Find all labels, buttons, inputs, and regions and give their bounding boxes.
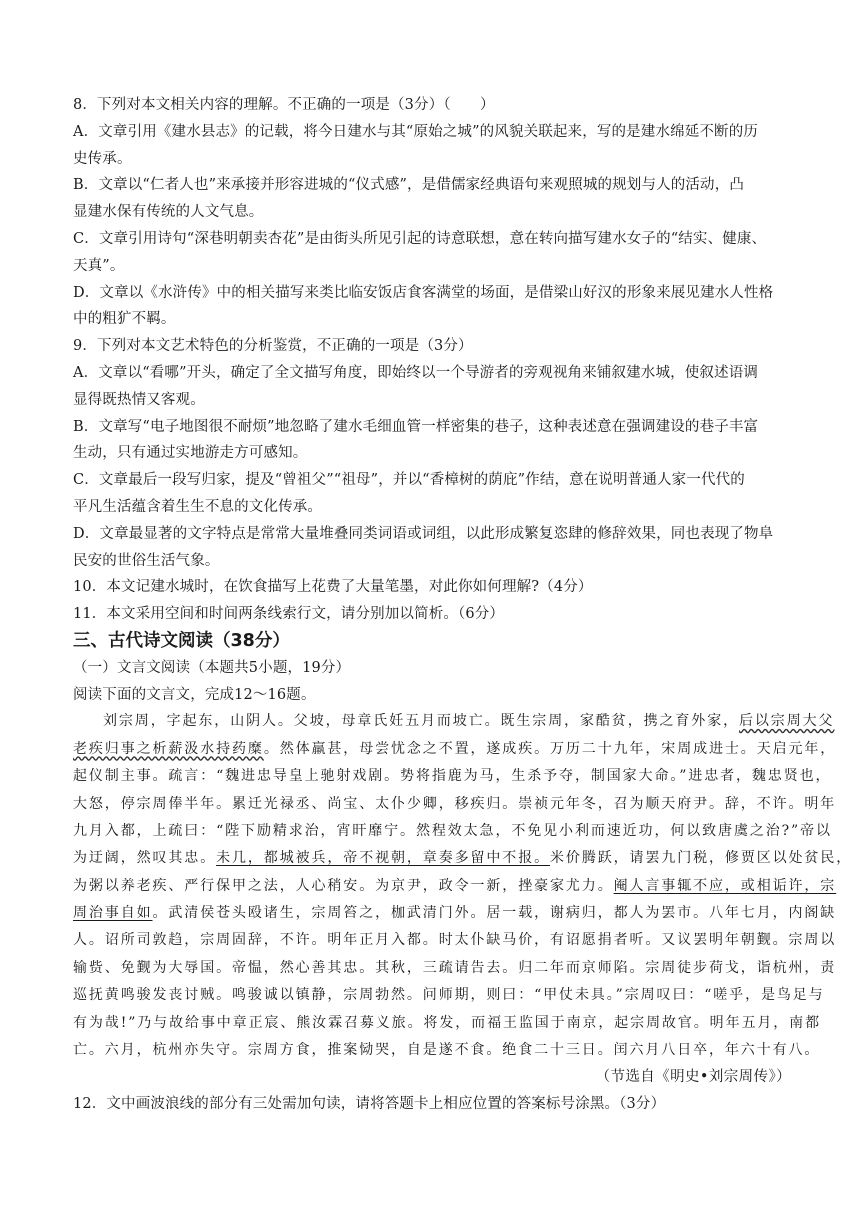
passage-line: 起仪制主事。疏言：“魏进忠导皇上驰射戏剧。势将指鹿为马，生杀予夺，制国家大命。”进忠者，魏忠贤也， (73, 768, 832, 785)
q8-option-b-cont: 显建水保有传统的人文气息。 (73, 204, 264, 221)
q8-option-a-cont: 史传承。 (73, 150, 132, 167)
underlined-sentence: 阉人言事辄不应，或相诟许，宗 (613, 877, 837, 894)
passage-line: 周治事自如。武清侯苍头殴诸生，宗周笞之，枷武清门外。居一载，谢病归，都人为罢市。八年七月，内阁缺 (73, 905, 837, 922)
q8-option-d: D．文章以《水浒传》中的相关描写来类比临安饭店食客满堂的场面，是借梁山好汉的形象来展见建水人性格 (73, 284, 774, 301)
passage-line: 九月入都，上疏曰：“陛下励精求治，宵旰靡宁。然程效太急，不免见小利而速近功，何以致唐虞之治?”帝以 (73, 822, 832, 839)
q8-option-d-cont: 中的粗犷不羁。 (73, 311, 176, 328)
underlined-sentence: 周治事自如 (73, 905, 153, 922)
q12: 12．文中画波浪线的部分有三处需加句读，请将答题卡上相应位置的答案标号涂黑。（3分） (73, 1096, 666, 1113)
passage-line: 刘宗周，字起东，山阴人。父坡，母章氏妊五月而坡亡。既生宗周，家酷贫，携之育外家，后以宗周大父 (103, 713, 835, 730)
passage-line: 亡。六月，杭州亦失守。宗周方食，推案恸哭，自是遂不食。绝食二十三日。闰六月八日卒，年六十有八。 (73, 1042, 821, 1059)
q9-option-c-cont: 平凡生活蕴含着生生不息的文化传承。 (73, 498, 323, 515)
passage-line: 为迂阔，然叹其忠。未几，都城被兵，帝不视朝，章奏多留中不报。米价腾跃，请罢九门税，修贾区以处贫民， (73, 850, 853, 867)
subsection-heading: （一）文言文阅读（本题共5小题，19分） (73, 659, 351, 676)
q8-stem: 8．下列对本文相关内容的理解。不正确的一项是（3分）（ ） (73, 97, 495, 113)
q9-option-c: C．文章最后一段写归家，提及“曾祖父”“祖母”，并以“香樟树的荫庇”作结，意在说明普通人家一代代的 (73, 472, 745, 489)
passage-source: （节选自《明史•刘宗周传》） (595, 1069, 791, 1086)
underlined-sentence: 未几，都城被兵，帝不视朝，章奏多留中不报。 (216, 850, 551, 867)
exam-page (73, 92, 853, 1118)
q8-option-c: C．文章引用诗句“深巷明朝卖杏花”是由街头所见引起的诗意联想，意在转向描写建水女子的“结实、健康、 (73, 230, 767, 247)
q8-option-c-cont: 天真”。 (73, 257, 125, 274)
passage-line: 为粥以养老疾、严行保甲之法，人心稍安。为京尹，政令一新，挫豪家尤力。阉人言事辄不应，或相诟许，宗 (73, 877, 837, 894)
section-heading: 三、古代诗文阅读（38分） (73, 630, 290, 651)
reading-instruction: 阅读下面的文言文，完成12～16题。 (73, 686, 316, 703)
passage-line: 巡抚黄鸣骏发丧讨贼。鸣骏诚以镇静，宗周勃然。问师期，则曰：“甲仗未具。”宗周叹曰：“嗟乎，是鸟足与 (73, 987, 825, 1004)
q9-stem: 9．下列对本文艺术特色的分析鉴赏，不正确的一项是（3分） (73, 338, 473, 355)
passage-line: 有为哉!”乃与故给事中章正宸、熊汝霖召募义旅。将发，而福王监国于南京，起宗周故官。明年五月，南都 (73, 1014, 821, 1031)
q9-option-d-cont: 民安的世俗生活气象。 (73, 552, 220, 569)
q8-option-b: B．文章以“仁者人也”来承接并形容进城的“仪式感”，是借儒家经典语句来观照城的规划与人的活动，凸 (73, 177, 745, 194)
wavy-underline-text: 后以宗周大父 (739, 713, 835, 730)
passage-line: 老疾归事之析薪汲水持药糜。然体羸甚，母尝忧念之不置，遂成疾。万历二十九年，宋周成进士。天启元年， (73, 740, 837, 757)
q8-option-a: A．文章引用《建水县志》的记载，将今日建水与其“原始之城”的风貌关联起来，写的是建水绵延不断的历 (73, 123, 758, 140)
wavy-underline-text: 老疾归事之析薪汲水持药糜 (73, 740, 264, 757)
q9-option-a-cont: 显得既热情又客观。 (73, 391, 205, 408)
passage-line: 输赀、免觐为大辱国。帝愠，然心善其忠。其秋，三疏请告去。归二年而京师陷。宗周徒步荷戈，诣杭州，责 (73, 959, 837, 976)
q9-option-a: A．文章以“看哪”开头，确定了全文描写角度，即始终以一个导游者的旁观视角来铺叙建水城，使叙述语调 (73, 364, 758, 381)
passage-line: 人。诏所司敦趋，宗周固辞，不许。明年正月入都。时太仆缺马价，有诏愿捐者听。又议罢明年朝觐。宗周以 (73, 932, 837, 949)
passage-line: 大怒，停宗周俸半年。累迁光禄丞、尚宝、太仆少卿，移疾归。崇祯元年冬，召为顺天府尹。辞，不许。明年 (73, 795, 837, 812)
q9-option-b: B．文章写“电子地图很不耐烦”地忽略了建水毛细血管一样密集的巷子，这种表述意在强调建设的巷子丰富 (73, 418, 759, 435)
q10: 10．本文记建水城时，在饮食描写上花费了大量笔墨，对此你如何理解?（4分） (73, 579, 593, 596)
q9-option-b-cont: 生动，只有通过实地游走方可感知。 (73, 445, 308, 462)
q9-option-d: D．文章最显著的文字特点是常常大量堆叠同类词语或词组，以此形成繁复恣肆的修辞效果，同也表现了物阜 (73, 525, 774, 542)
q11: 11．本文采用空间和时间两条线索行文，请分别加以简析。（6分） (73, 606, 505, 623)
classical-passage (73, 708, 853, 1064)
